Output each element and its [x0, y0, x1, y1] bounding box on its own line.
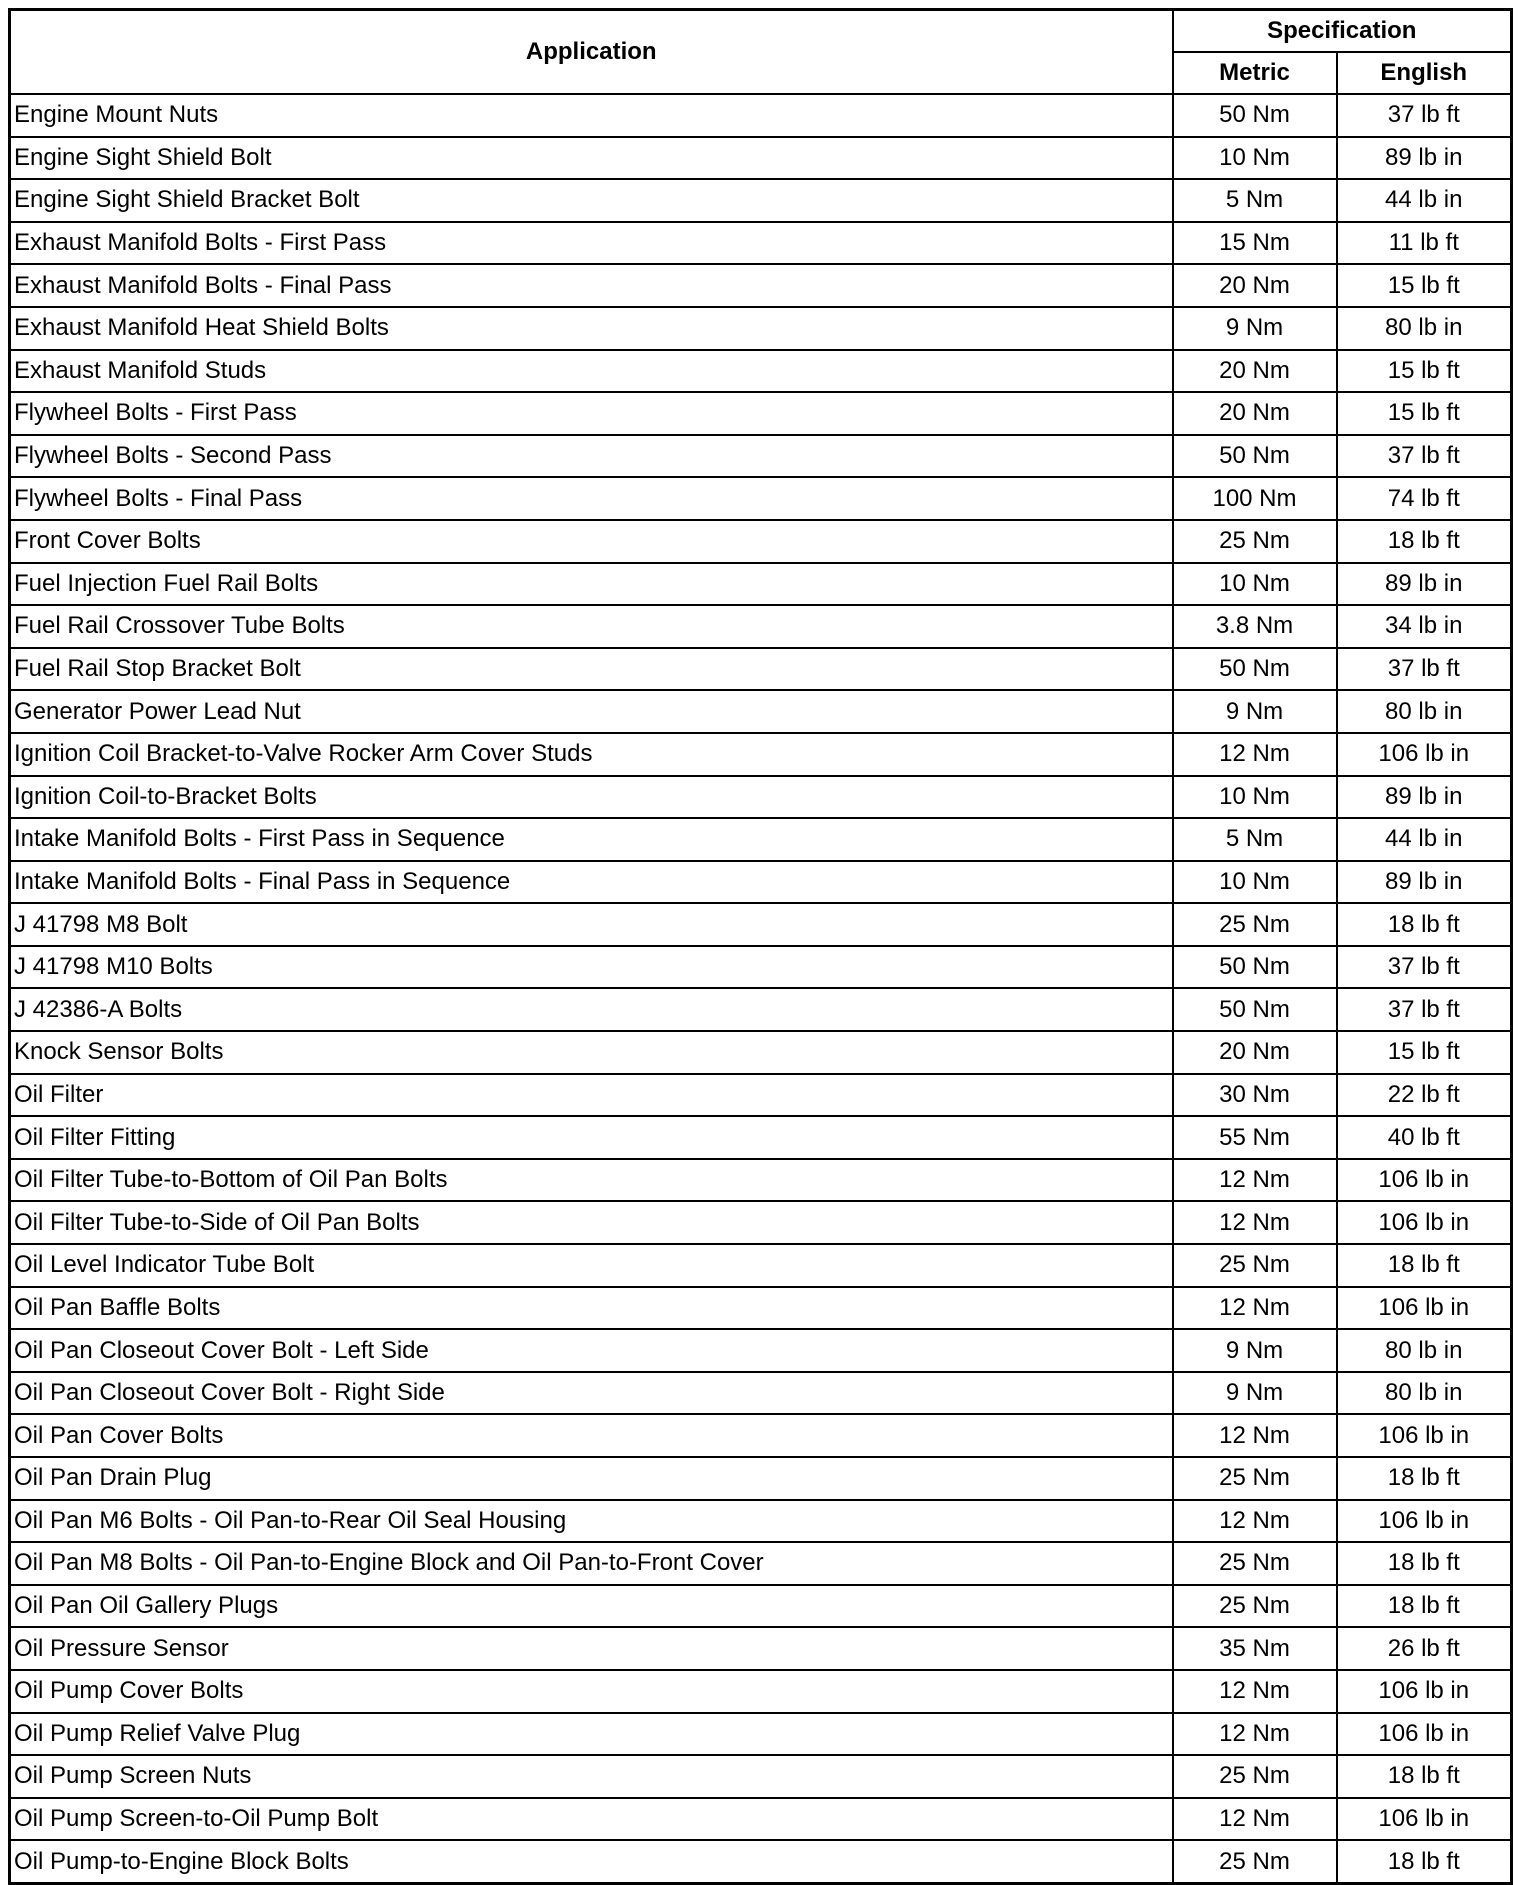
metric-cell: 25 Nm — [1173, 520, 1337, 563]
english-cell: 18 lb ft — [1337, 903, 1512, 946]
table-row — [10, 1627, 1512, 1670]
english-cell: 26 lb ft — [1337, 1627, 1512, 1670]
metric-cell: 20 Nm — [1173, 1031, 1337, 1074]
table-row — [10, 818, 1512, 861]
english-cell: 89 lb in — [1337, 861, 1512, 904]
english-cell: 18 lb ft — [1337, 1585, 1512, 1628]
metric-cell: 12 Nm — [1173, 1500, 1337, 1543]
table-row — [10, 94, 1512, 137]
english-cell: 106 lb in — [1337, 733, 1512, 776]
metric-cell: 12 Nm — [1173, 1798, 1337, 1841]
application-cell: Engine Sight Shield Bracket Bolt — [10, 179, 1173, 222]
application-cell: Oil Pan Closeout Cover Bolt - Left Side — [10, 1329, 1173, 1372]
english-cell: 22 lb ft — [1337, 1074, 1512, 1117]
metric-cell: 100 Nm — [1173, 477, 1337, 520]
application-cell: Flywheel Bolts - Second Pass — [10, 435, 1173, 478]
metric-cell: 25 Nm — [1173, 1457, 1337, 1500]
metric-cell: 50 Nm — [1173, 435, 1337, 478]
application-cell: J 41798 M10 Bolts — [10, 946, 1173, 989]
table-row — [10, 1500, 1512, 1543]
english-cell: 44 lb in — [1337, 818, 1512, 861]
english-cell: 80 lb in — [1337, 1329, 1512, 1372]
application-cell: Oil Pump Relief Valve Plug — [10, 1713, 1173, 1756]
application-cell: Oil Filter Fitting — [10, 1116, 1173, 1159]
table-row — [10, 477, 1512, 520]
application-cell: Ignition Coil-to-Bracket Bolts — [10, 776, 1173, 819]
application-cell: Oil Pump-to-Engine Block Bolts — [10, 1840, 1173, 1883]
table-body — [10, 94, 1512, 1883]
english-cell: 40 lb ft — [1337, 1116, 1512, 1159]
application-cell: Front Cover Bolts — [10, 520, 1173, 563]
english-cell: 18 lb ft — [1337, 520, 1512, 563]
table-row — [10, 733, 1512, 776]
english-cell: 18 lb ft — [1337, 1457, 1512, 1500]
english-cell: 37 lb ft — [1337, 648, 1512, 691]
application-cell: Engine Sight Shield Bolt — [10, 137, 1173, 180]
english-cell: 18 lb ft — [1337, 1542, 1512, 1585]
torque-specification-table — [8, 8, 1513, 1885]
table-row — [10, 222, 1512, 265]
application-cell: Oil Pan Closeout Cover Bolt - Right Side — [10, 1372, 1173, 1415]
application-cell: Oil Pump Screen-to-Oil Pump Bolt — [10, 1798, 1173, 1841]
table-header — [10, 10, 1512, 95]
application-cell: Exhaust Manifold Heat Shield Bolts — [10, 307, 1173, 350]
metric-cell: 25 Nm — [1173, 1585, 1337, 1628]
application-cell: Oil Filter — [10, 1074, 1173, 1117]
application-cell: J 42386-A Bolts — [10, 988, 1173, 1031]
english-cell: 80 lb in — [1337, 690, 1512, 733]
english-cell: 106 lb in — [1337, 1500, 1512, 1543]
metric-cell: 25 Nm — [1173, 1542, 1337, 1585]
table-row — [10, 988, 1512, 1031]
metric-cell: 50 Nm — [1173, 94, 1337, 137]
header-english: English — [1337, 52, 1512, 94]
english-cell: 18 lb ft — [1337, 1755, 1512, 1798]
application-cell: J 41798 M8 Bolt — [10, 903, 1173, 946]
table-row — [10, 690, 1512, 733]
table-row — [10, 1755, 1512, 1798]
table-row — [10, 1414, 1512, 1457]
metric-cell: 12 Nm — [1173, 733, 1337, 776]
application-cell: Oil Pan Oil Gallery Plugs — [10, 1585, 1173, 1628]
table-row — [10, 1585, 1512, 1628]
metric-cell: 12 Nm — [1173, 1670, 1337, 1713]
english-cell: 80 lb in — [1337, 1372, 1512, 1415]
metric-cell: 9 Nm — [1173, 1372, 1337, 1415]
english-cell: 89 lb in — [1337, 776, 1512, 819]
english-cell: 106 lb in — [1337, 1713, 1512, 1756]
metric-cell: 30 Nm — [1173, 1074, 1337, 1117]
english-cell: 44 lb in — [1337, 179, 1512, 222]
metric-cell: 25 Nm — [1173, 1840, 1337, 1883]
table-row — [10, 776, 1512, 819]
metric-cell: 12 Nm — [1173, 1159, 1337, 1202]
english-cell: 106 lb in — [1337, 1798, 1512, 1841]
metric-cell: 3.8 Nm — [1173, 605, 1337, 648]
table-row — [10, 1670, 1512, 1713]
application-cell: Intake Manifold Bolts - Final Pass in Sequence — [10, 861, 1173, 904]
application-cell: Oil Filter Tube-to-Bottom of Oil Pan Bolts — [10, 1159, 1173, 1202]
table-row — [10, 648, 1512, 691]
table-row — [10, 350, 1512, 393]
table-row — [10, 264, 1512, 307]
application-cell: Oil Pump Cover Bolts — [10, 1670, 1173, 1713]
application-cell: Flywheel Bolts - First Pass — [10, 392, 1173, 435]
english-cell: 15 lb ft — [1337, 392, 1512, 435]
table-row — [10, 1244, 1512, 1287]
english-cell: 15 lb ft — [1337, 350, 1512, 393]
english-cell: 37 lb ft — [1337, 435, 1512, 478]
application-cell: Oil Pan M6 Bolts - Oil Pan-to-Rear Oil Seal Housing — [10, 1500, 1173, 1543]
table-row — [10, 903, 1512, 946]
table-row — [10, 1201, 1512, 1244]
header-metric: Metric — [1173, 52, 1337, 94]
table-row — [10, 563, 1512, 606]
english-cell: 15 lb ft — [1337, 264, 1512, 307]
application-cell: Oil Pressure Sensor — [10, 1627, 1173, 1670]
metric-cell: 20 Nm — [1173, 350, 1337, 393]
application-cell: Oil Filter Tube-to-Side of Oil Pan Bolts — [10, 1201, 1173, 1244]
table-row — [10, 307, 1512, 350]
metric-cell: 9 Nm — [1173, 307, 1337, 350]
application-cell: Exhaust Manifold Bolts - Final Pass — [10, 264, 1173, 307]
metric-cell: 9 Nm — [1173, 1329, 1337, 1372]
english-cell: 106 lb in — [1337, 1414, 1512, 1457]
english-cell: 106 lb in — [1337, 1159, 1512, 1202]
metric-cell: 25 Nm — [1173, 1755, 1337, 1798]
table-row — [10, 1798, 1512, 1841]
english-cell: 18 lb ft — [1337, 1840, 1512, 1883]
metric-cell: 10 Nm — [1173, 137, 1337, 180]
table-row — [10, 1074, 1512, 1117]
application-cell: Generator Power Lead Nut — [10, 690, 1173, 733]
table-row — [10, 392, 1512, 435]
metric-cell: 15 Nm — [1173, 222, 1337, 265]
table-row — [10, 861, 1512, 904]
header-specification: Specification — [1173, 10, 1512, 53]
english-cell: 106 lb in — [1337, 1287, 1512, 1330]
application-cell: Knock Sensor Bolts — [10, 1031, 1173, 1074]
application-cell: Exhaust Manifold Bolts - First Pass — [10, 222, 1173, 265]
metric-cell: 12 Nm — [1173, 1414, 1337, 1457]
table-row — [10, 1031, 1512, 1074]
application-cell: Fuel Rail Crossover Tube Bolts — [10, 605, 1173, 648]
english-cell: 37 lb ft — [1337, 94, 1512, 137]
english-cell: 15 lb ft — [1337, 1031, 1512, 1074]
english-cell: 106 lb in — [1337, 1201, 1512, 1244]
metric-cell: 9 Nm — [1173, 690, 1337, 733]
metric-cell: 20 Nm — [1173, 264, 1337, 307]
table-row — [10, 1840, 1512, 1883]
metric-cell: 10 Nm — [1173, 563, 1337, 606]
metric-cell: 12 Nm — [1173, 1713, 1337, 1756]
english-cell: 89 lb in — [1337, 137, 1512, 180]
table-row — [10, 1372, 1512, 1415]
english-cell: 74 lb ft — [1337, 477, 1512, 520]
english-cell: 37 lb ft — [1337, 946, 1512, 989]
table-row — [10, 605, 1512, 648]
table-row — [10, 1287, 1512, 1330]
table-row — [10, 435, 1512, 478]
metric-cell: 10 Nm — [1173, 776, 1337, 819]
application-cell: Oil Pan Cover Bolts — [10, 1414, 1173, 1457]
application-cell: Ignition Coil Bracket-to-Valve Rocker Arm Cover Studs — [10, 733, 1173, 776]
table-row — [10, 179, 1512, 222]
metric-cell: 50 Nm — [1173, 648, 1337, 691]
english-cell: 11 lb ft — [1337, 222, 1512, 265]
metric-cell: 50 Nm — [1173, 988, 1337, 1031]
table-row — [10, 1329, 1512, 1372]
application-cell: Engine Mount Nuts — [10, 94, 1173, 137]
metric-cell: 35 Nm — [1173, 1627, 1337, 1670]
application-cell: Exhaust Manifold Studs — [10, 350, 1173, 393]
english-cell: 80 lb in — [1337, 307, 1512, 350]
metric-cell: 20 Nm — [1173, 392, 1337, 435]
application-cell: Oil Pump Screen Nuts — [10, 1755, 1173, 1798]
english-cell: 89 lb in — [1337, 563, 1512, 606]
metric-cell: 5 Nm — [1173, 818, 1337, 861]
application-cell: Oil Level Indicator Tube Bolt — [10, 1244, 1173, 1287]
metric-cell: 25 Nm — [1173, 1244, 1337, 1287]
application-cell: Oil Pan Drain Plug — [10, 1457, 1173, 1500]
english-cell: 34 lb in — [1337, 605, 1512, 648]
table-row — [10, 1542, 1512, 1585]
table-row — [10, 1713, 1512, 1756]
metric-cell: 12 Nm — [1173, 1201, 1337, 1244]
table-row — [10, 1116, 1512, 1159]
table-row — [10, 946, 1512, 989]
metric-cell: 12 Nm — [1173, 1287, 1337, 1330]
table-row — [10, 137, 1512, 180]
metric-cell: 10 Nm — [1173, 861, 1337, 904]
application-cell: Fuel Rail Stop Bracket Bolt — [10, 648, 1173, 691]
table-row — [10, 1457, 1512, 1500]
english-cell: 18 lb ft — [1337, 1244, 1512, 1287]
english-cell: 37 lb ft — [1337, 988, 1512, 1031]
table-row — [10, 1159, 1512, 1202]
application-cell: Oil Pan Baffle Bolts — [10, 1287, 1173, 1330]
application-cell: Fuel Injection Fuel Rail Bolts — [10, 563, 1173, 606]
table-row — [10, 520, 1512, 563]
application-cell: Oil Pan M8 Bolts - Oil Pan-to-Engine Block and Oil Pan-to-Front Cover — [10, 1542, 1173, 1585]
metric-cell: 50 Nm — [1173, 946, 1337, 989]
english-cell: 106 lb in — [1337, 1670, 1512, 1713]
metric-cell: 25 Nm — [1173, 903, 1337, 946]
metric-cell: 5 Nm — [1173, 179, 1337, 222]
metric-cell: 55 Nm — [1173, 1116, 1337, 1159]
header-application: Application — [10, 10, 1173, 95]
application-cell: Flywheel Bolts - Final Pass — [10, 477, 1173, 520]
application-cell: Intake Manifold Bolts - First Pass in Sequence — [10, 818, 1173, 861]
